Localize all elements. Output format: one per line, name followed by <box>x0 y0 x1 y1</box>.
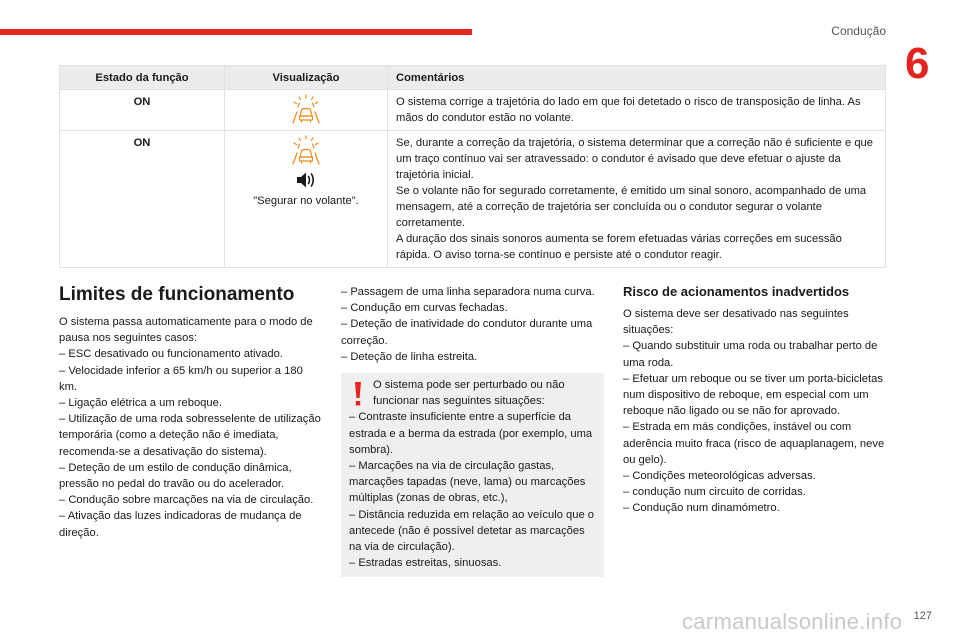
comment-line: Se, durante a correção da trajetória, o sistema determinar que a correção não é suficiente e que um traço contínuo vai ser atravessado: o condutor é avisado que deve efetuar o ajuste da trajetória inicial. <box>396 137 873 181</box>
list-item: – condução num circuito de corridas. <box>623 486 806 499</box>
list-item: – Condução num dinamómetro. <box>623 502 780 515</box>
chapter-accent-bar <box>0 29 472 35</box>
limits-heading: Limites de funcionamento <box>59 284 295 305</box>
page-number: 127 <box>913 610 932 622</box>
comment-line: Se o volante não for segurado corretamente, é emitido um sinal sonoro, acompanhado de uma mensagem, até a correção de trajetória ser concluída ou o condutor segurar o volante corretamente. <box>396 185 867 229</box>
table-header-row <box>60 66 886 90</box>
table-cell-comment <box>388 131 886 268</box>
list-item: – Condução em curvas fechadas. <box>341 302 508 315</box>
list-item: – Ativação das luzes indicadoras de mudança de direção. <box>59 510 302 539</box>
list-item: – Deteção de linha estreita. <box>341 350 478 363</box>
list-item: – Ligação elétrica a um reboque. <box>59 397 222 410</box>
list-item: – Condições meteorológicas adversas. <box>623 470 816 483</box>
list-item: – Deteção de inatividade do condutor durante uma correção. <box>341 318 593 347</box>
list-item: – Condução sobre marcações na via de circulação. <box>59 494 314 507</box>
list-item: – Estrada em más condições, instável ou com aderência muito fraca (risco de aquaplanagem, neve ou gelo). <box>623 421 885 466</box>
table-row <box>60 90 886 131</box>
warning-box <box>341 373 604 577</box>
lane-keep-warning-icon <box>290 135 322 165</box>
table-header-visual: Visualização <box>225 66 388 90</box>
list-item: – Passagem de uma linha separadora numa curva. <box>341 286 595 298</box>
table-cell-visual <box>225 131 388 268</box>
visual-caption: "Segurar no volante". <box>253 195 359 207</box>
exclamation-warning-icon <box>353 381 363 407</box>
comment-line: A duração dos sinais sonoros aumenta se forem efetuadas várias correções em sucessão rápida. O aviso torna-se contínuo e persiste até o condutor reagir. <box>396 233 842 261</box>
function-state-table <box>59 65 886 268</box>
chapter-title: Condução <box>831 24 886 38</box>
list-item: – Efetuar um reboque ou se tiver um porta-bicicletas num dispositivo de reboque, em especial com um reboque não ligado ou se não for aprovado. <box>623 372 883 418</box>
list-item: – Utilização de uma roda sobresselente de utilização temporária (como a deteção não é imediata, recomenda-se a desativação do sistema). <box>59 413 321 458</box>
list-item: – Distância reduzida em relação ao veículo que o antecede (não é possível detetar as marcações na via de circulação). <box>349 508 595 554</box>
list-item: – Contraste insuficiente entre a superfície da estrada e a berma da estrada (por exemplo, uma sombra). <box>349 411 593 456</box>
list-item: – Deteção de um estilo de condução dinâmica, pressão no pedal do travão ou do acelerador. <box>59 461 292 491</box>
limits-continued-column <box>341 284 604 577</box>
list-item: – Marcações na via de circulação gastas, marcações tapadas (neve, lama) ou marcações múltiplas (zonas de obras, etc.), <box>349 460 586 505</box>
watermark: carmanualsonline.info <box>682 609 903 634</box>
table-header-state: Estado da função <box>60 66 225 90</box>
warning-intro: O sistema pode ser perturbado ou não funcionar nas seguintes situações: <box>373 379 565 408</box>
list-item: – ESC desativado ou funcionamento ativado. <box>59 348 283 361</box>
table-cell-comment: O sistema corrige a trajetória do lado em que foi detetado o risco de transposição de linha. As mãos do condutor estão no volante. <box>388 90 886 131</box>
risk-intro: O sistema deve ser desativado nas seguintes situações: <box>623 308 849 337</box>
table-cell-visual <box>225 90 388 131</box>
table-cell-state: ON <box>60 90 225 131</box>
list-item: – Velocidade inferior a 65 km/h ou superior a 180 km. <box>59 364 303 393</box>
lane-keep-warning-icon <box>290 94 322 124</box>
risk-heading: Risco de acionamentos inadvertidos <box>623 284 850 299</box>
list-item: – Quando substituir uma roda ou trabalhar perto de uma roda. <box>623 340 878 369</box>
chapter-number: 6 <box>905 39 930 88</box>
speaker-sound-icon <box>295 171 317 189</box>
table-row <box>60 131 886 268</box>
risk-column <box>623 284 887 517</box>
limits-column <box>59 284 321 541</box>
list-item: – Estradas estreitas, sinuosas. <box>349 557 502 570</box>
table-cell-state: ON <box>60 131 225 268</box>
limits-intro: O sistema passa automaticamente para o modo de pausa nos seguintes casos: <box>59 316 313 345</box>
table-header-comments: Comentários <box>388 66 886 90</box>
